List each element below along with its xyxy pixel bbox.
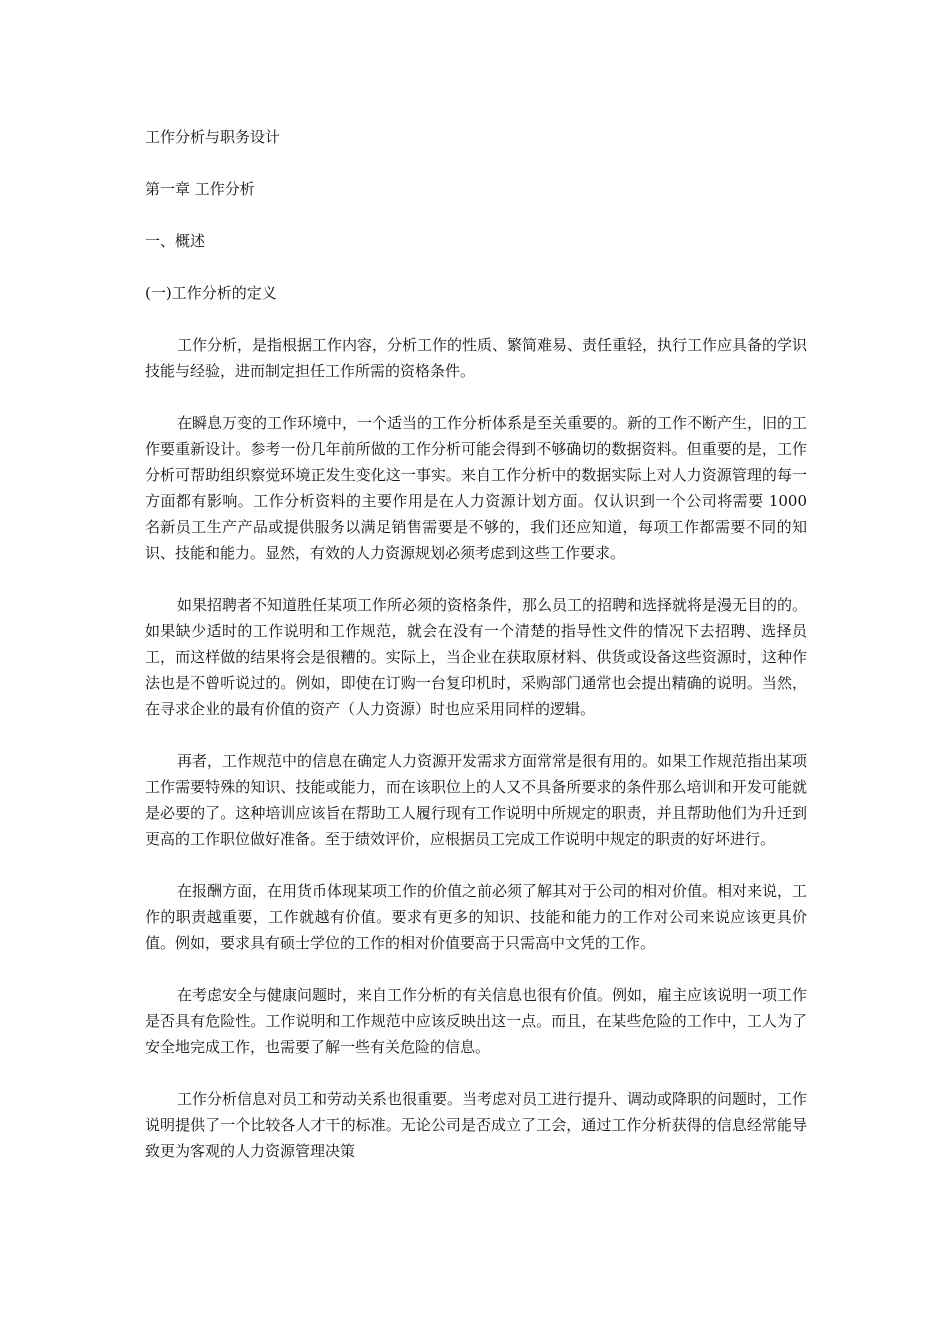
paragraph-environment: 在瞬息万变的工作环境中，一个适当的工作分析体系是至关重要的。新的工作不断产生，旧的工作要重新设计。参考一份几年前所做的工作分析可能会得到不够确切的数据资料。但重要的是，工作分析可帮助组织察觉环境正发生变化这一事实。来自工作分析中的数据实际上对人力资源管理的每一方面都有影响。工作分析资料的主要作用是在人力资源计划方面。仅认识到一个公司将需要 1000 名新员工生产产品或提供服务以满足销售需要是不够的，我们还应知道，每项工作都需要不同的知识、技能和能力。显然，有效的人力资源规划必须考虑到这些工作要求。	[145, 414, 808, 562]
document-body	[145, 124, 807, 1190]
paragraph-development: 再者，工作规范中的信息在确定人力资源开发需求方面常常是很有用的。如果工作规范指出某项工作需要特殊的知识、技能或能力，而在该职位上的人又不具备所要求的条件那么培训和开发可能就是必要的了。这种培训应该旨在帮助工人履行现有工作说明中所规定的职责，并且帮助他们为升迁到更高的工作职位做好准备。至于绩效评价，应根据员工完成工作说明中规定的职责的好坏进行。	[145, 752, 808, 848]
paragraph-labor-relations: 工作分析信息对员工和劳动关系也很重要。当考虑对员工进行提升、调动或降职的问题时，工作说明提供了一个比较各人才干的标准。无论公司是否成立了工会，通过工作分析获得的信息经常能导致更为客观的人力资源管理决策	[145, 1090, 808, 1160]
paragraph-definition: 工作分析，是指根据工作内容，分析工作的性质、繁简难易、责任重轻，执行工作应具备的学识技能与经验，进而制定担任工作所需的资格条件。	[145, 336, 808, 380]
document-title: 工作分析与职务设计	[145, 128, 281, 146]
subsection-heading: (一)工作分析的定义	[145, 284, 277, 302]
chapter-heading: 第一章 工作分析	[145, 180, 255, 198]
section-heading: 一、概述	[145, 232, 206, 250]
paragraph-compensation: 在报酬方面，在用货币体现某项工作的价值之前必须了解其对于公司的相对价值。相对来说，工作的职责越重要，工作就越有价值。要求有更多的知识、技能和能力的工作对公司来说应该更具价值。例如，要求具有硕士学位的工作的相对价值要高于只需高中文凭的工作。	[145, 882, 808, 952]
paragraph-recruitment: 如果招聘者不知道胜任某项工作所必须的资格条件，那么员工的招聘和选择就将是漫无目的的。如果缺少适时的工作说明和工作规范，就会在没有一个清楚的指导性文件的情况下去招聘、选择员工，而这样做的结果将会是很糟的。实际上，当企业在获取原材料、供货或设备这些资源时，这种作法也是不曾听说过的。例如，即使在订购一台复印机时，采购部门通常也会提出精确的说明。当然，在寻求企业的最有价值的资产（人力资源）时也应采用同样的逻辑。	[145, 596, 808, 718]
paragraph-safety: 在考虑安全与健康问题时，来自工作分析的有关信息也很有价值。例如，雇主应该说明一项工作是否具有危险性。工作说明和工作规范中应该反映出这一点。而且，在某些危险的工作中，工人为了安全地完成工作，也需要了解一些有关危险的信息。	[145, 986, 808, 1056]
